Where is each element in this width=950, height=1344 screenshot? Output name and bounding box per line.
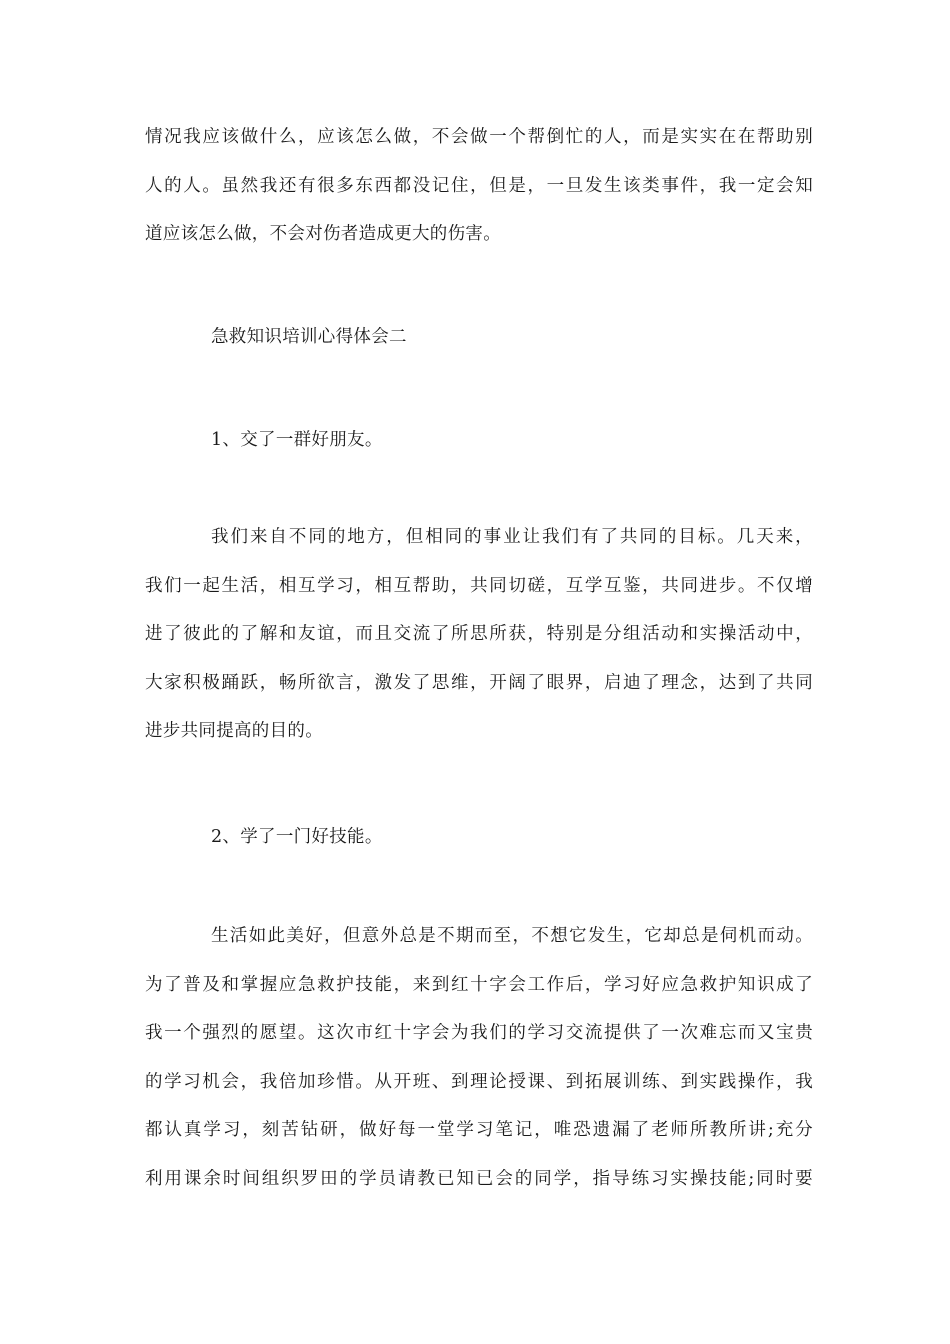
- text-line: 进步共同提高的目的。: [145, 721, 323, 741]
- text-line: 大家积极踊跃，畅所欲言，激发了思维，开阔了眼界，启迪了理念，达到了共同: [145, 672, 813, 693]
- text-line: 进了彼此的了解和友谊，而且交流了所思所获，特别是分组活动和实操活动中，: [145, 624, 813, 644]
- paragraph-skills: [145, 912, 813, 1203]
- paragraph-continuation: [145, 113, 813, 259]
- section-title: 急救知识培训心得体会二: [211, 327, 407, 347]
- text-line: 我们来自不同的地方，但相同的事业让我们有了共同的目标。几天来，: [211, 527, 813, 547]
- text-line: 的学习机会，我倍加珍惜。从开班、到理论授课、到拓展训练、到实践操作，我: [145, 1071, 813, 1092]
- text-line: 我们一起生活，相互学习，相互帮助，共同切磋，互学互鉴，共同进步。不仅增: [145, 575, 813, 596]
- text-line: 都认真学习，刻苦钻研，做好每一堂学习笔记，唯恐遗漏了老师所教所讲;充分: [145, 1120, 813, 1140]
- text-line: 生活如此美好，但意外总是不期而至，不想它发生，它却总是伺机而动。: [211, 926, 813, 946]
- text-line: 利用课余时间组织罗田的学员请教已知已会的同学，指导练习实操技能;同时要: [145, 1168, 813, 1189]
- text-line: 为了普及和掌握应急救护技能，来到红十字会工作后，学习好应急救护知识成了: [145, 974, 813, 995]
- text-line: 情况我应该做什么，应该怎么做，不会做一个帮倒忙的人，而是实实在在帮助别: [145, 127, 813, 147]
- paragraph-friends: [145, 513, 813, 756]
- text-line: 我一个强烈的愿望。这次市红十字会为我们的学习交流提供了一次难忘而又宝贵: [145, 1023, 813, 1043]
- text-line: 道应该怎么做，不会对伤者造成更大的伤害。: [145, 224, 501, 244]
- item-2-title: 2、学了一门好技能。: [211, 827, 383, 847]
- item-1-title: 1、交了一群好朋友。: [211, 430, 383, 450]
- text-line: 人的人。虽然我还有很多东西都没记住，但是，一旦发生该类事件，我一定会知: [145, 175, 813, 196]
